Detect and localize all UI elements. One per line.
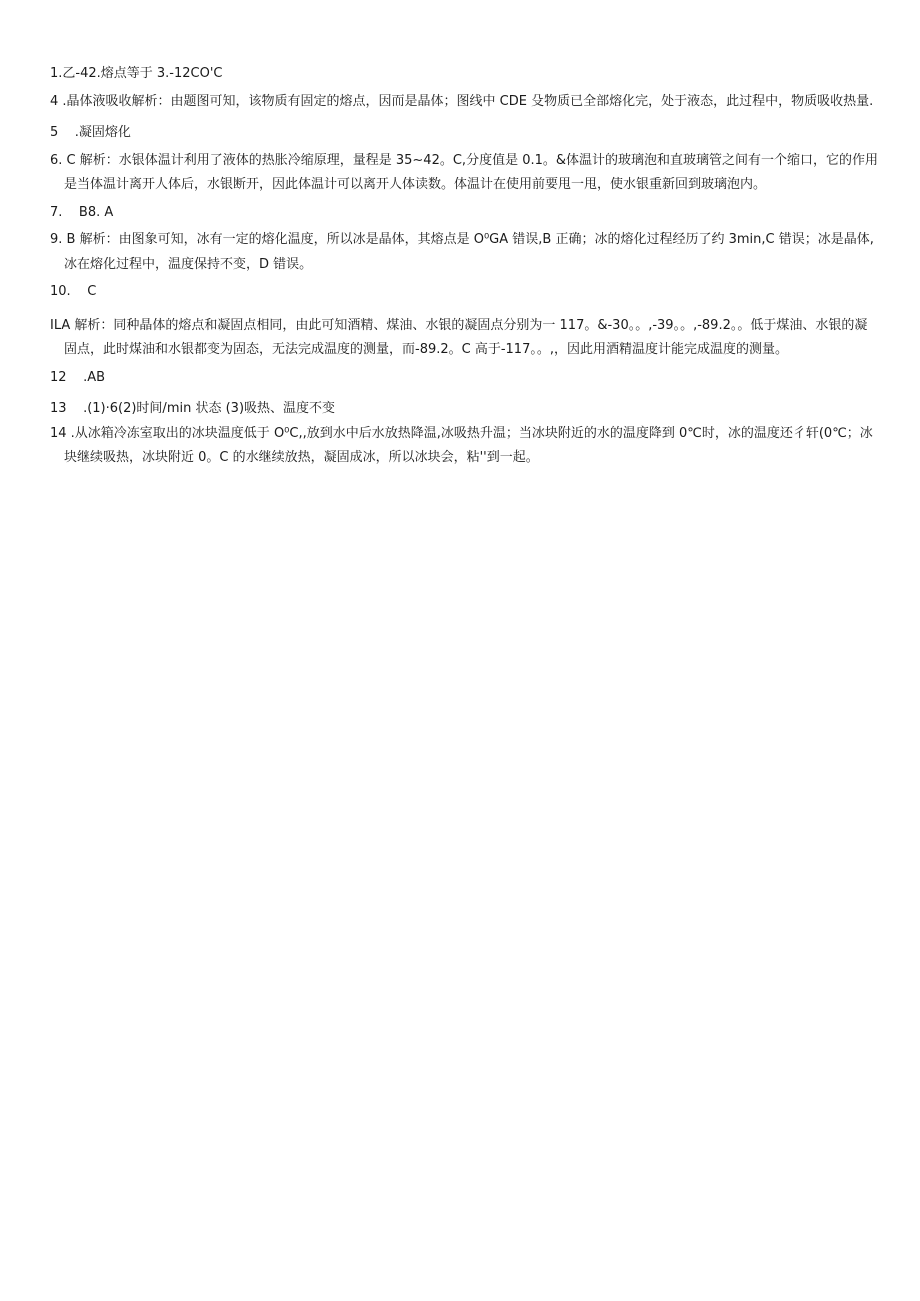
answer-9: 9. B 解析：由图象可知，冰有一定的熔化温度，所以冰是晶体，其熔点是 O⁰GA 错误,B 正确；冰的熔化过程经历了约 3min,C 错误；冰是晶体,冰在熔化过程中，温度保持不变，D 错误。	[50, 232, 874, 272]
answer-6: 6. C 解析：水银体温计利用了液体的热胀冷缩原理，量程是 35~42。C,分度值是 0.1。&体温计的玻璃泡和直玻璃管之间有一个缩口，它的作用是当体温计离开人体后，水银断开，因此体温计可以离开人体读数。体温计在使用前要甩一甩，使水银重新回到玻璃泡内。	[50, 152, 879, 192]
answer-7-8: 7. B8. A	[50, 204, 114, 220]
answer-4: 4 .晶体液吸收解析：由题图可知，该物质有固定的熔点，因而是晶体；图线中 CDE 殳物质已全部熔化完，处于液态，此过程中，物质吸收热量.	[50, 93, 874, 109]
answer-5: 5 .凝固熔化	[50, 125, 131, 140]
answer-14: 14 .从冰箱冷冻室取出的冰块温度低于 O⁰C,,放到水中后水放热降温,冰吸热升温；当冰块附近的水的温度降到 0℃时，冰的温度还彳轩(0℃；冰块继续吸热，冰块附近 0。C 的水继续放热，凝固成冰，所以冰块会，粘''到一起。	[50, 425, 873, 465]
answer-12: 12 .AB	[50, 369, 106, 385]
answer-1-3: 1.乙-42.熔点等于 3.-12CO'C	[50, 66, 223, 81]
answer-11: ILA 解析：同种晶体的熔点和凝固点相同，由此可知酒精、煤油、水银的凝固点分别为一 117。&-30。。,-39。。,-89.2。。低于煤油、水银的凝固点，此时煤油和水银都变为固态，无法完成温度的测量，而-89.2。C 高于-117。。,，因此用酒精温度计能完成温度的测量。	[50, 317, 868, 357]
answer-key	[50, 62, 880, 471]
answer-10: 10. C	[50, 284, 97, 299]
answer-13: 13 .(1)·6(2)时间/min 状态 (3)吸热、温度不变	[50, 401, 336, 416]
